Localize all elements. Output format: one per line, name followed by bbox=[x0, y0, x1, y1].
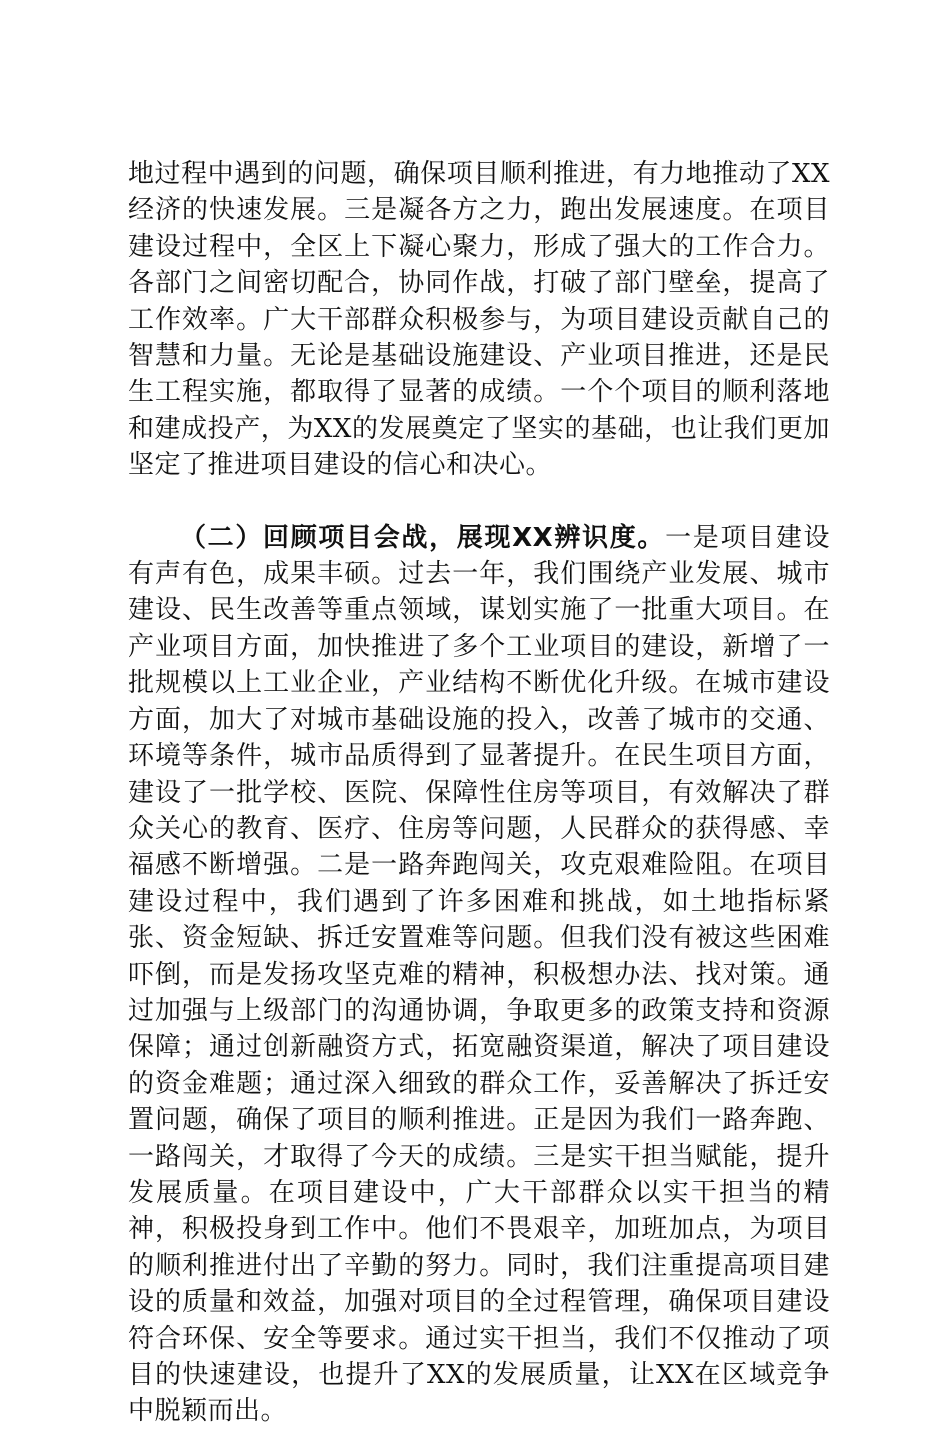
paragraph-1-text: 地过程中遇到的问题，确保项目顺利推进，有力地推动了XX经济的快速发展。三是凝各方之力，跑出发展速度。在项目建设过程中，全区上下凝心聚力，形成了强大的工作合力。各部门之间密切配合，协同作战，打破了部门壁垒，提高了工作效率。广大干部群众积极参与，为项目建设贡献自己的智慧和力量。无论是基础设施建设、产业项目推进，还是民生工程实施，都取得了显著的成绩。一个个项目的顺利落地和建成投产，为XX的发展奠定了坚实的基础，也让我们更加坚定了推进项目建设的信心和决心。 bbox=[128, 159, 830, 481]
section-heading: （二）回顾项目会战，展现XX辨识度。 bbox=[180, 522, 666, 553]
paragraph-2-text: 一是项目建设有声有色，成果丰硕。过去一年，我们围绕产业发展、城市建设、民生改善等重点领域，谋划实施了一批重大项目。在产业项目方面，加快推进了多个工业项目的建设，新增了一批规模以上工业企业，产业结构不断优化升级。在城市建设方面，加大了对城市基础设施的投入，改善了城市的交通、环境等条件，城市品质得到了显著提升。在民生项目方面，建设了一批学校、医院、保障性住房等项目，有效解决了群众关心的教育、医疗、住房等问题，人民群众的获得感、幸福感不断增强。二是一路奔跑闯关，攻克艰难险阻。在项目建设过程中，我们遇到了许多困难和挑战，如土地指标紧张、资金短缺、拆迁安置难等问题。但我们没有被这些困难吓倒，而是发扬攻坚克难的精神，积极想办法、找对策。通过加强与上级部门的沟通协调，争取更多的政策支持和资源保障；通过创新融资方式，拓宽融资渠道，解决了项目建设的资金难题；通过深入细致的群众工作，妥善解决了拆迁安置问题，确保了项目的顺利推进。正是因为我们一路奔跑、一路闯关，才取得了今天的成绩。三是实干担当赋能，提升发展质量。在项目建设中，广大干部群众以实干担当的精神，积极投身到工作中。他们不畏艰辛，加班加点，为项目的顺利推进付出了辛勤的努力。同时，我们注重提高项目建设的质量和效益，加强对项目的全过程管理，确保项目建设符合环保、安全等要求。通过实干担当，我们不仅推动了项目的快速建设，也提升了XX的发展质量，让XX在区域竞争中脱颖而出。 bbox=[128, 522, 830, 1427]
paragraph-2 bbox=[128, 520, 830, 1430]
document-page bbox=[128, 156, 830, 1430]
paragraph-1 bbox=[128, 156, 830, 484]
